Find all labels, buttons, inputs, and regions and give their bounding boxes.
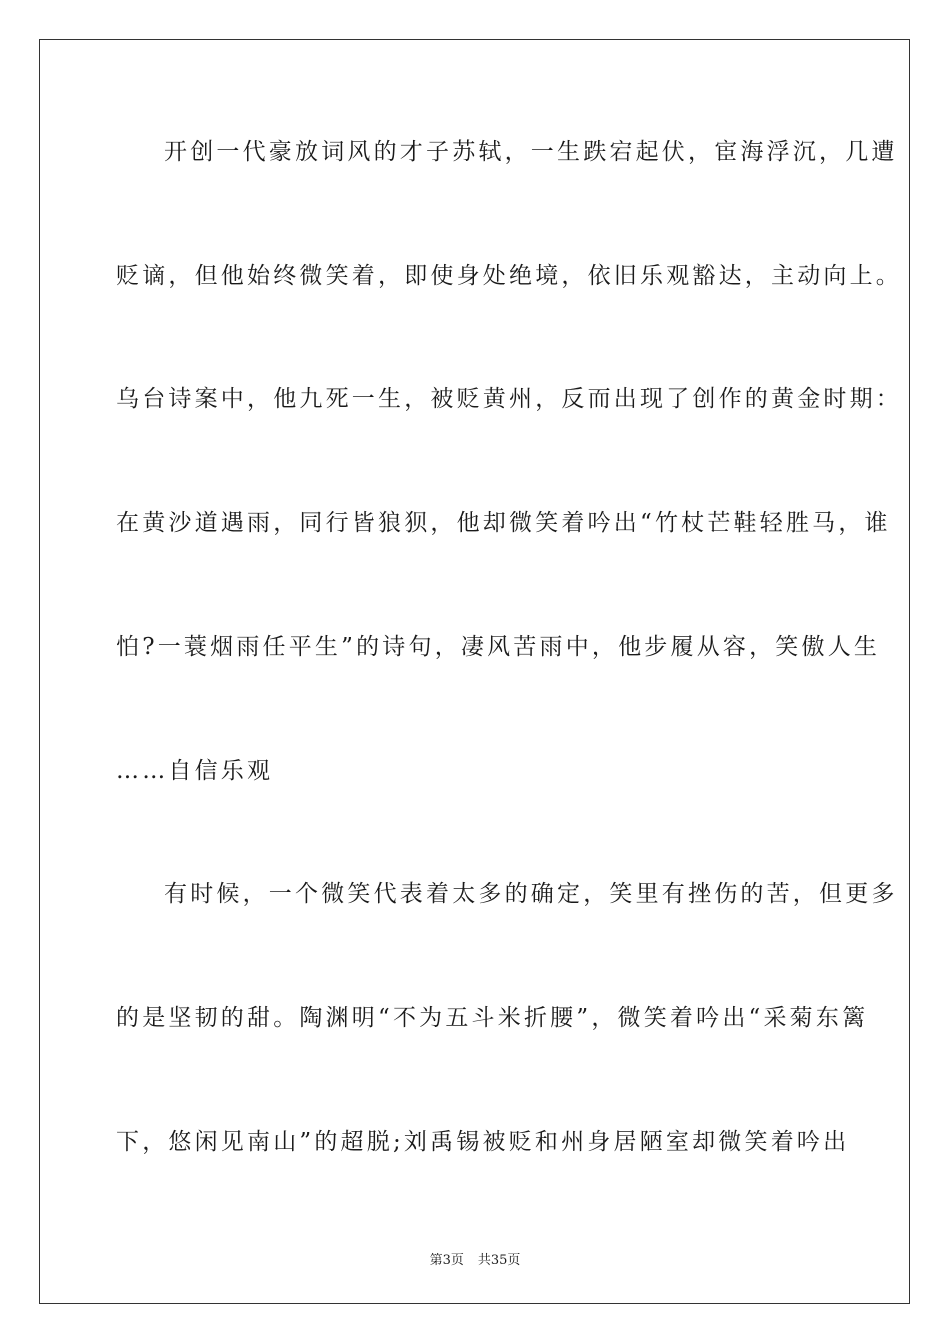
text-line: 怕?一蓑烟雨任平生”的诗句，凄风苦雨中，他步履从容，笑傲人生 (116, 634, 881, 660)
text-line: ……自信乐观 (116, 758, 274, 784)
page-border (39, 39, 910, 1304)
page-footer (0, 1249, 950, 1268)
page-total: 共35页 (477, 1253, 521, 1268)
text-line: 贬谪，但他始终微笑着，即使身处绝境，依旧乐观豁达，主动向上。 (116, 263, 902, 289)
text-line: 开创一代豪放词风的才子苏轼，一生跌宕起伏，宦海浮沉，几遭 (164, 139, 898, 165)
page-number: 第3页 (429, 1253, 464, 1268)
text-line: 下，悠闲见南山”的超脱;刘禹锡被贬和州身居陋室却微笑着吟出 (116, 1129, 850, 1155)
text-line: 在黄沙道遇雨，同行皆狼狈，他却微笑着吟出“竹杖芒鞋轻胜马，谁 (116, 510, 891, 536)
text-line: 有时候，一个微笑代表着太多的确定，笑里有挫伤的苦，但更多 (164, 881, 898, 907)
text-line: 乌台诗案中，他九死一生，被贬黄州，反而出现了创作的黄金时期： (116, 386, 902, 412)
text-line: 的是坚韧的甜。陶渊明“不为五斗米折腰”，微笑着吟出“采菊东篱 (116, 1005, 869, 1031)
